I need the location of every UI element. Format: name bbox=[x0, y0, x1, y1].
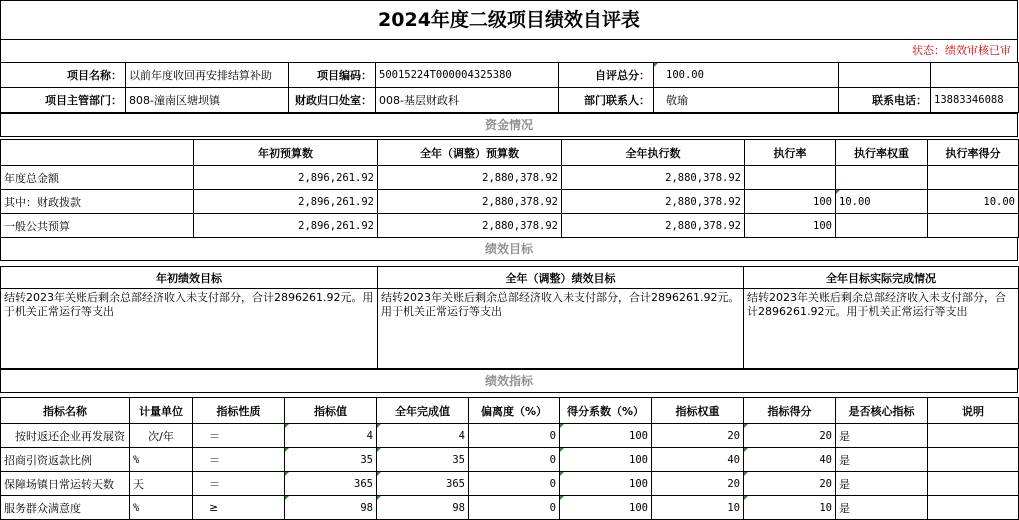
funds-header-executed: 全年执行数 bbox=[562, 140, 745, 166]
table-row bbox=[1, 448, 1019, 472]
funds-row-total bbox=[1, 166, 1019, 190]
ind-nature[interactable]: ＝ bbox=[193, 448, 285, 472]
ind-header-target: 指标值 bbox=[285, 398, 377, 424]
ind-actual[interactable]: 4 bbox=[377, 424, 469, 448]
funds-executed[interactable]: 2,880,378.92 bbox=[562, 166, 745, 190]
table-row bbox=[1, 472, 1019, 496]
ind-note[interactable] bbox=[928, 496, 1019, 520]
status-text: 状态：绩效审核已审 bbox=[0, 39, 1018, 63]
self-score-label: 自评总分： bbox=[559, 63, 654, 88]
ind-note[interactable] bbox=[928, 472, 1019, 496]
funds-executed[interactable]: 2,880,378.92 bbox=[562, 190, 745, 214]
funds-table bbox=[0, 139, 1019, 238]
funds-row-name: 年度总金额 bbox=[1, 166, 194, 190]
ind-score[interactable]: 10 bbox=[744, 496, 836, 520]
goals-table bbox=[0, 266, 1019, 369]
funds-weight[interactable] bbox=[836, 166, 928, 190]
funds-initial[interactable]: 2,896,261.92 bbox=[194, 214, 378, 238]
ind-score[interactable]: 40 bbox=[744, 448, 836, 472]
ind-header-note: 说明 bbox=[928, 398, 1019, 424]
funds-adjusted[interactable]: 2,880,378.92 bbox=[378, 190, 562, 214]
ind-weight[interactable]: 10 bbox=[652, 496, 744, 520]
funds-row-general bbox=[1, 214, 1019, 238]
ind-header-actual: 全年完成值 bbox=[377, 398, 469, 424]
project-info-table bbox=[0, 62, 1019, 113]
ind-weight[interactable]: 40 bbox=[652, 448, 744, 472]
ind-score[interactable]: 20 bbox=[744, 424, 836, 448]
funds-header-blank bbox=[1, 140, 194, 166]
funds-header-score: 执行率得分 bbox=[928, 140, 1019, 166]
funds-rate[interactable] bbox=[745, 166, 836, 190]
phone-value[interactable]: 13883346088 bbox=[931, 88, 1019, 113]
phone-label: 联系电话： bbox=[839, 88, 931, 113]
ind-actual[interactable]: 35 bbox=[377, 448, 469, 472]
ind-nature[interactable]: ≥ bbox=[193, 496, 285, 520]
funds-header-rate: 执行率 bbox=[745, 140, 836, 166]
funds-adjusted[interactable]: 2,880,378.92 bbox=[378, 166, 562, 190]
funds-initial[interactable]: 2,896,261.92 bbox=[194, 190, 378, 214]
dept-label: 项目主管部门： bbox=[1, 88, 126, 113]
ind-nature[interactable]: ＝ bbox=[193, 472, 285, 496]
ind-header-coef: 得分系数（%） bbox=[560, 398, 652, 424]
funds-header-initial: 年初预算数 bbox=[194, 140, 378, 166]
indicators-section-title: 绩效指标 bbox=[0, 369, 1018, 393]
contact-value[interactable]: 敬瑜 bbox=[654, 88, 839, 113]
ind-unit[interactable]: 次/年 bbox=[130, 424, 193, 448]
ind-target[interactable]: 4 bbox=[285, 424, 377, 448]
empty-cell bbox=[839, 63, 931, 88]
funds-score[interactable] bbox=[928, 166, 1019, 190]
finance-office-label: 财政归口处室： bbox=[289, 88, 376, 113]
ind-unit[interactable]: % bbox=[130, 448, 193, 472]
ind-actual[interactable]: 98 bbox=[377, 496, 469, 520]
indicators-table bbox=[0, 397, 1019, 520]
funds-header-weight: 执行率权重 bbox=[836, 140, 928, 166]
ind-score[interactable]: 20 bbox=[744, 472, 836, 496]
ind-header-score: 指标得分 bbox=[744, 398, 836, 424]
goal-initial-text[interactable]: 结转2023年关账后剩余总部经济收入未支付部分，合计2896261.92元。用于机关正常运行等支出 bbox=[1, 289, 378, 369]
ind-target[interactable]: 35 bbox=[285, 448, 377, 472]
ind-weight[interactable]: 20 bbox=[652, 472, 744, 496]
funds-score[interactable]: 10.00 bbox=[928, 190, 1019, 214]
ind-coef[interactable]: 100 bbox=[560, 472, 652, 496]
self-score-value[interactable]: 100.00 bbox=[654, 63, 839, 88]
ind-nature[interactable]: ＝ bbox=[193, 424, 285, 448]
ind-deviation[interactable]: 0 bbox=[469, 472, 560, 496]
dept-value[interactable]: 808-潼南区塘坝镇 bbox=[126, 88, 289, 113]
funds-weight[interactable]: 10.00 bbox=[836, 190, 928, 214]
funds-adjusted[interactable]: 2,880,378.92 bbox=[378, 214, 562, 238]
ind-note[interactable] bbox=[928, 424, 1019, 448]
table-row bbox=[1, 424, 1019, 448]
table-row bbox=[1, 496, 1019, 520]
funds-section-title: 资金情况 bbox=[0, 113, 1018, 137]
ind-note[interactable] bbox=[928, 448, 1019, 472]
funds-rate[interactable]: 100 bbox=[745, 214, 836, 238]
ind-header-unit: 计量单位 bbox=[130, 398, 193, 424]
ind-target[interactable]: 365 bbox=[285, 472, 377, 496]
ind-deviation[interactable]: 0 bbox=[469, 424, 560, 448]
goal-adjusted-text[interactable]: 结转2023年关账后剩余总部经济收入未支付部分，合计2896261.92元。用于机关正常运行等支出 bbox=[378, 289, 744, 369]
funds-initial[interactable]: 2,896,261.92 bbox=[194, 166, 378, 190]
funds-weight[interactable] bbox=[836, 214, 928, 238]
goals-header-adjusted: 全年（调整）绩效目标 bbox=[378, 267, 744, 289]
ind-core[interactable]: 是 bbox=[836, 448, 928, 472]
funds-score[interactable] bbox=[928, 214, 1019, 238]
funds-row-name: 其中：财政拨款 bbox=[1, 190, 194, 214]
goal-actual-text[interactable]: 结转2023年关账后剩余总部经济收入未支付部分，合计2896261.92元。用于机关正常运行等支出 bbox=[744, 289, 1019, 369]
ind-name[interactable]: 服务群众满意度 bbox=[1, 496, 130, 520]
ind-header-name: 指标名称 bbox=[1, 398, 130, 424]
project-code-label: 项目编码： bbox=[289, 63, 376, 88]
ind-unit[interactable]: % bbox=[130, 496, 193, 520]
goals-section-title: 绩效目标 bbox=[0, 237, 1018, 261]
ind-name[interactable]: 招商引资返款比例 bbox=[1, 448, 130, 472]
empty-cell bbox=[931, 63, 1019, 88]
ind-name[interactable]: 按时返还企业再发展资 bbox=[1, 424, 130, 448]
ind-core[interactable]: 是 bbox=[836, 472, 928, 496]
funds-row-fiscal bbox=[1, 190, 1019, 214]
ind-unit[interactable]: 天 bbox=[130, 472, 193, 496]
goals-header-initial: 年初绩效目标 bbox=[1, 267, 378, 289]
funds-row-name: 一般公共预算 bbox=[1, 214, 194, 238]
ind-header-deviation: 偏离度（%） bbox=[469, 398, 560, 424]
ind-deviation[interactable]: 0 bbox=[469, 448, 560, 472]
goals-header-actual: 全年目标实际完成情况 bbox=[744, 267, 1019, 289]
ind-name[interactable]: 保障场镇日常运转天数 bbox=[1, 472, 130, 496]
page-title: 2024年度二级项目绩效自评表 bbox=[0, 0, 1018, 40]
ind-actual[interactable]: 365 bbox=[377, 472, 469, 496]
ind-coef[interactable]: 100 bbox=[560, 424, 652, 448]
ind-target[interactable]: 98 bbox=[285, 496, 377, 520]
ind-deviation[interactable]: 0 bbox=[469, 496, 560, 520]
funds-executed[interactable]: 2,880,378.92 bbox=[562, 214, 745, 238]
funds-rate[interactable]: 100 bbox=[745, 190, 836, 214]
ind-weight[interactable]: 20 bbox=[652, 424, 744, 448]
finance-office-value[interactable]: 008-基层财政科 bbox=[376, 88, 559, 113]
project-name-value[interactable]: 以前年度收回再安排结算补助 bbox=[126, 63, 289, 88]
contact-label: 部门联系人： bbox=[559, 88, 654, 113]
project-code-value[interactable]: 50015224T000004325380 bbox=[376, 63, 559, 88]
ind-core[interactable]: 是 bbox=[836, 496, 928, 520]
project-name-label: 项目名称： bbox=[1, 63, 126, 88]
ind-core[interactable]: 是 bbox=[836, 424, 928, 448]
ind-coef[interactable]: 100 bbox=[560, 448, 652, 472]
ind-header-core: 是否核心指标 bbox=[836, 398, 928, 424]
ind-header-nature: 指标性质 bbox=[193, 398, 285, 424]
ind-header-weight: 指标权重 bbox=[652, 398, 744, 424]
ind-coef[interactable]: 100 bbox=[560, 496, 652, 520]
funds-header-adjusted: 全年（调整）预算数 bbox=[378, 140, 562, 166]
